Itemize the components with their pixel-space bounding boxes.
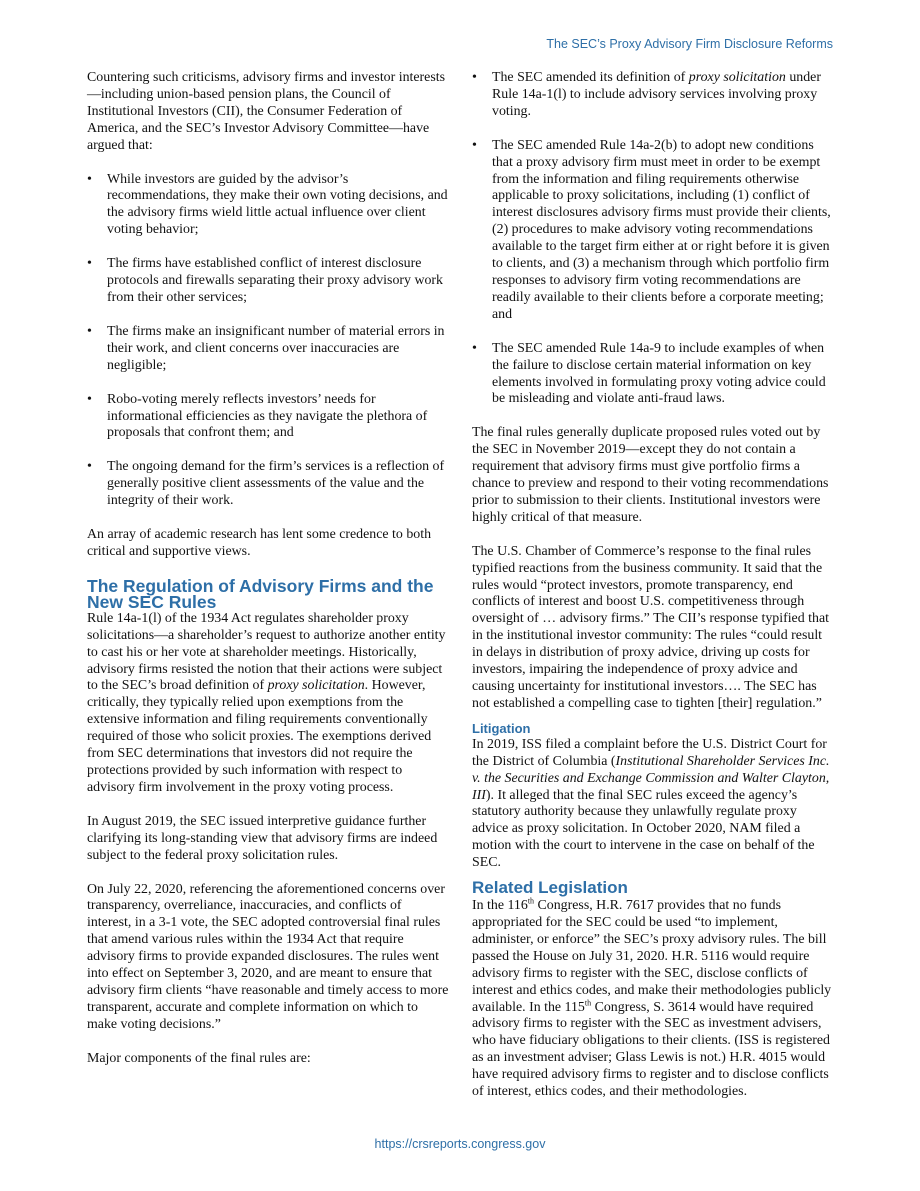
litigation-paragraph [472, 737, 834, 872]
rule-text-a: Rule 14a-1(l) of the 1934 Act regulates shareholder proxy solicitations—a shareholder’s request to authorize another entity to cast his or her vote at shareholder meetings. Historically, advisory firms resisted the notion that their actions were subject to the SEC’s broad definition of [87, 610, 446, 694]
components-list [472, 70, 834, 408]
rule-text-b: . However, critically, they typically relied upon exemptions from the extensive information and filing requirements conventionally required of those who solicit proxies. The exemptions derived from SEC determinations that investors did not require the protections provided by such information with respect to advisory firm involvement in the proxy voting process. [87, 678, 432, 795]
rule-emphasis: proxy solicitation [267, 678, 365, 694]
research-paragraph: An array of academic research has lent some credence to both critical and supportive views. [87, 527, 432, 559]
list-item: • The ongoing demand for the firm’s services is a reflection of generally positive client assessments of the value and the integrity of their work. [87, 459, 449, 510]
litigation-text-a: In 2019, ISS filed a complaint before the U.S. District Court for the District of Columbia ( [472, 736, 827, 769]
running-header: The SEC’s Proxy Advisory Firm Disclosure Reforms [546, 37, 833, 51]
list-item: • Robo-voting merely reflects investors’ needs for informational efficiencies as they navigate the plethora of proposals that confront them; and [87, 392, 449, 443]
list-item: • The firms make an insignificant number of material errors in their work, and client concerns over inaccuracies are negligible; [87, 324, 449, 375]
bullet1-emphasis: proxy solicitation [688, 70, 786, 85]
case-name: Institutional Shareholder Services Inc. v. the Securities and Exchange Commission and Walter Clayton, III [472, 753, 830, 803]
litigation-text-b: ). It alleged that the final SEC rules exceed the agency’s statutory authority because they unlawfully regulate proxy advice as proxy solicitation. In October 2020, NAM filed a motion with the court to intervene in the case on behalf of the SEC. [472, 787, 815, 871]
final-rules-paragraph: The final rules generally duplicate proposed rules voted out by the SEC in November 2019—except they do not contain a requirement that advisory firms must give portfolio firms a chance to preview and respond to their voting recommendations prior to submission to their clients. Institutional investors were highly critical of that measure. [472, 425, 829, 525]
bullet1-text-b: under Rule 14a-1(l) to include advisory services involving proxy voting. [492, 70, 821, 119]
intro-paragraph: Countering such criticisms, advisory firms and investor interests—including union-based pension plans, the Council of Institutional Investors (CII), the Consumer Federation of America, and the SEC’s Investor Advisory Committee—have argued that: [87, 70, 446, 153]
right-column [472, 70, 834, 1118]
legislation-text-2: Congress, H.R. 7617 provides that no funds appropriated for the SEC could be used “to implement, administer, or enforce” the SEC’s proxy advisory rules. The bill passed the House on July 31, 2020. H.R. 5116 would require advisory firms to register with the SEC, disclose conflicts of interest and ethics codes, and make their methodologies publicly available. In the 115 [472, 898, 832, 1015]
legislation-text-3: Congress, S. 3614 would have required advisory firms to register with the SEC as investment advisers, who have fiduciary obligations to their clients. (ISS is registered as an investment adviser; Glass Lewis is not.) H.R. 4015 would have required advisory firms to register and to disclose conflicts of interest, ethics codes, and their methodologies. [472, 999, 830, 1100]
legislation-heading: Related Legislation [472, 878, 628, 898]
footer-url[interactable]: https://crsreports.congress.gov [374, 1137, 546, 1151]
legislation-text-1: In the 116 [472, 898, 528, 914]
ordinal-suffix: th [527, 896, 535, 906]
august-paragraph: In August 2019, the SEC issued interpretive guidance further clarifying its long-standing view that advisory firms are indeed subject to the federal proxy solicitation rules. [87, 813, 438, 863]
bullet1-text-a: The SEC amended its definition of [492, 70, 689, 85]
list-item: • While investors are guided by the advisor’s recommendations, they make their own voting decisions, and the advisory firms wield little actual influence over client voting behavior; [87, 172, 449, 240]
rule-paragraph [87, 611, 449, 797]
list-item: • The SEC amended Rule 14a-9 to include examples of when the failure to disclose certain material information on key elements involved in formulating proxy voting advice could be misleading and violate anti-fraud laws. [472, 341, 834, 409]
list-item: • The firms have established conflict of interest disclosure protocols and firewalls separating their proxy advisory work from their other services; [87, 256, 449, 307]
chamber-paragraph: The U.S. Chamber of Commerce’s response to the final rules typified reactions from the business community. It said that the rules would “protect investors, promote transparency, end conflicts of interest and boost U.S. competitiveness through oversight of … advisory firms.” The CII’s response typified that in the institutional investor community: The rules “could result in delays in distribution of proxy advice, driving up costs for investors, impairing the independence of proxy advice and causing uncertainty for institutional investors…. The SEC has not established a compelling case to tighten [their] regulation.” [472, 543, 829, 711]
list-item: • The SEC amended Rule 14a-2(b) to adopt new conditions that a proxy advisory firm must meet in order to be exempt from the information and filing requirements otherwise applicable to proxy solicitations, including (1) conflict of interest disclosures advisory firms must provide their clients, (2) procedures to make advisory voting recommendations available to the target firm either at or right before it is given to clients, and (3) a mechanism through which portfolio firm responses to advisory firm voting recommendations are readily available to their clients before a corporate meeting; and [472, 138, 834, 324]
litigation-heading: Litigation [472, 720, 531, 736]
legislation-paragraph [472, 898, 834, 1101]
section-heading: The Regulation of Advisory Firms and the New SEC Rules [87, 575, 434, 612]
list-item [472, 70, 834, 121]
left-column [87, 70, 449, 1085]
ordinal-suffix: th [584, 997, 592, 1007]
major-components-paragraph: Major components of the final rules are: [87, 1050, 311, 1066]
july-paragraph: On July 22, 2020, referencing the aforementioned concerns over transparency, overreliance, inaccuracies, and conflicts of interest, in a 3-1 vote, the SEC adopted controversial final rules that amend various rules within the 1934 Act that require advisory firms to provide expanded disclosures. The rules went into effect on September 3, 2020, and are meant to ensure that advisory firm clients “have reasonable and timely access to more transparent, accurate and complete information on which to make voting decisions.” [87, 881, 449, 1032]
arguments-list [87, 172, 449, 511]
